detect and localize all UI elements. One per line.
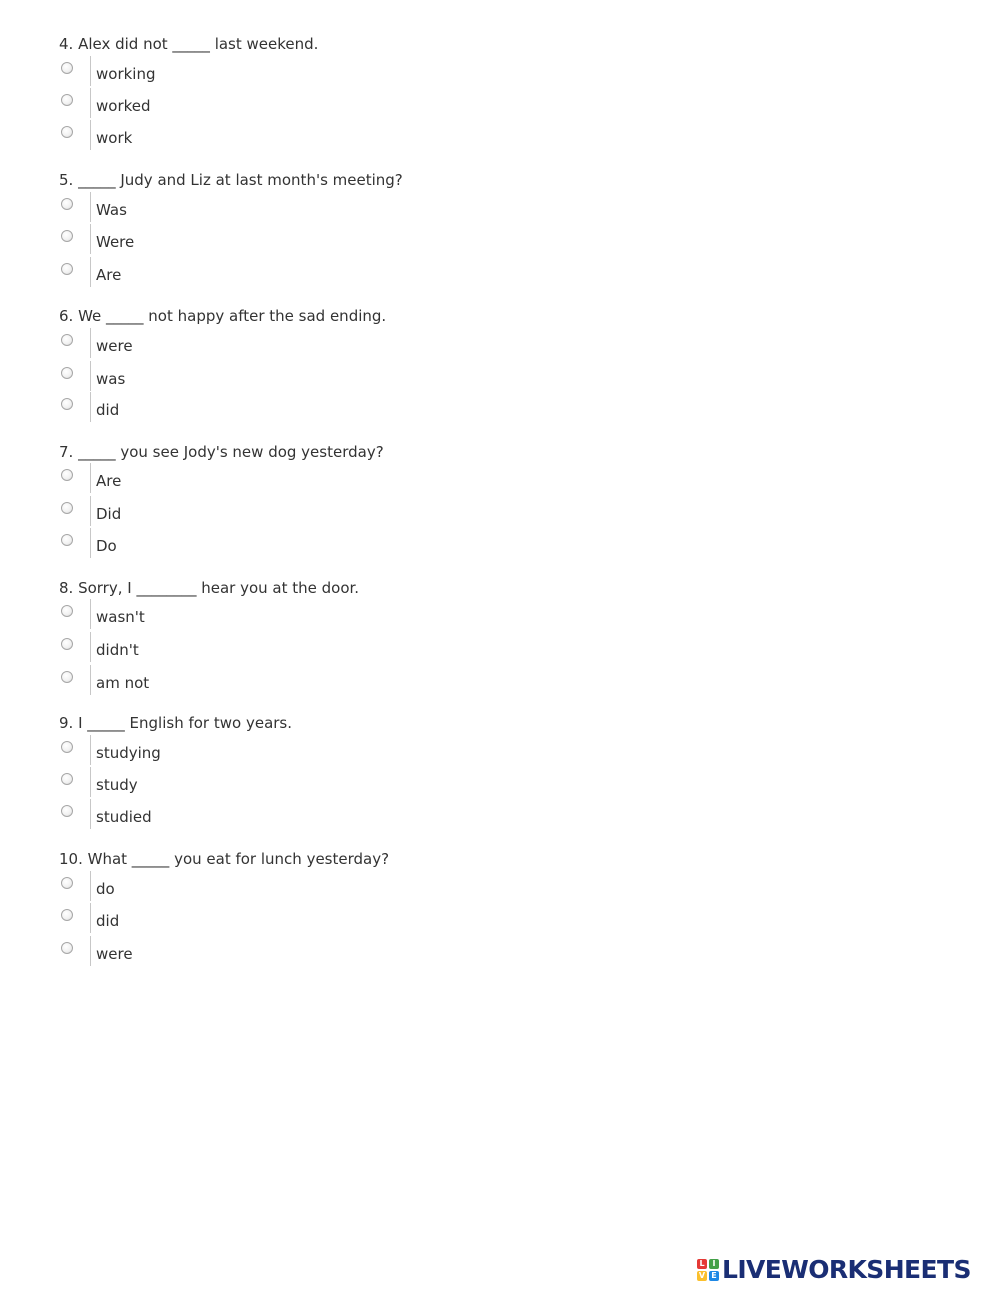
option-divider [90,496,91,526]
option-do[interactable] [59,534,359,564]
option-divider [90,528,91,558]
radio-button[interactable] [61,741,73,753]
option-did[interactable] [59,909,359,939]
option-am-not[interactable] [59,671,359,701]
question-text: 9. I _____ English for two years. [59,714,293,732]
option-divider [90,463,91,493]
option-label: wasn't [96,608,145,626]
option-studying[interactable] [59,741,359,771]
radio-button[interactable] [61,502,73,514]
option-label: worked [96,97,151,115]
option-divider [90,328,91,358]
question-text: 4. Alex did not _____ last weekend. [59,35,319,53]
option-label: studied [96,808,152,826]
option-label: Did [96,505,122,523]
option-divider [90,632,91,662]
radio-button[interactable] [61,62,73,74]
radio-button[interactable] [61,671,73,683]
question-text: 6. We _____ not happy after the sad ending. [59,307,387,325]
option-were[interactable] [59,334,359,364]
radio-button[interactable] [61,805,73,817]
option-label: study [96,776,138,794]
option-label: Are [96,472,122,490]
option-worked[interactable] [59,94,359,124]
logo-letter-e: E [709,1271,719,1281]
option-label: did [96,912,120,930]
option-label: were [96,945,133,963]
option-label: work [96,129,133,147]
option-label: did [96,401,120,419]
option-are[interactable] [59,469,359,499]
radio-button[interactable] [61,469,73,481]
option-was[interactable] [59,367,359,397]
option-divider [90,903,91,933]
option-label: Were [96,233,135,251]
option-divider [90,665,91,695]
radio-button[interactable] [61,909,73,921]
option-label: am not [96,674,150,692]
radio-button[interactable] [61,605,73,617]
option-wasnt[interactable] [59,605,359,635]
option-divider [90,871,91,901]
option-divider [90,936,91,966]
option-did[interactable] [59,502,359,532]
option-studied[interactable] [59,805,359,835]
radio-button[interactable] [61,773,73,785]
option-divider [90,120,91,150]
radio-button[interactable] [61,94,73,106]
option-was[interactable] [59,198,359,228]
option-did[interactable] [59,398,359,428]
logo-letter-v: V [698,1271,706,1280]
logo-wordmark: LIVEWORKSHEETS [722,1255,971,1284]
logo-blocks-icon [697,1259,719,1281]
radio-button[interactable] [61,877,73,889]
option-were[interactable] [59,230,359,260]
question-text: 8. Sorry, I ________ hear you at the door. [59,579,360,597]
option-work[interactable] [59,126,359,156]
radio-button[interactable] [61,263,73,275]
radio-button[interactable] [61,230,73,242]
logo-letter-l: L [697,1259,707,1269]
question-text: 5. _____ Judy and Liz at last month's meeting? [59,171,403,189]
option-do[interactable] [59,877,359,907]
option-divider [90,56,91,86]
option-label: Do [96,537,117,555]
option-were[interactable] [59,942,359,972]
radio-button[interactable] [61,534,73,546]
option-divider [90,599,91,629]
option-label: didn't [96,641,139,659]
option-divider [90,799,91,829]
option-are[interactable] [59,263,359,293]
option-divider [90,767,91,797]
radio-button[interactable] [61,398,73,410]
option-label: studying [96,744,161,762]
option-divider [90,361,91,391]
option-divider [90,88,91,118]
option-label: was [96,370,126,388]
radio-button[interactable] [61,198,73,210]
option-divider [90,257,91,287]
option-label: were [96,337,133,355]
question-text: 7. _____ you see Jody's new dog yesterday? [59,443,384,461]
option-label: working [96,65,156,83]
option-label: Are [96,266,122,284]
option-study[interactable] [59,773,359,803]
radio-button[interactable] [61,126,73,138]
option-working[interactable] [59,62,359,92]
logo-letter-i: I [709,1259,719,1269]
question-text: 10. What _____ you eat for lunch yesterday? [59,850,390,868]
radio-button[interactable] [61,334,73,346]
radio-button[interactable] [61,367,73,379]
liveworksheets-logo [697,1256,971,1284]
option-label: do [96,880,115,898]
radio-button[interactable] [61,942,73,954]
option-divider [90,224,91,254]
option-label: Was [96,201,127,219]
option-divider [90,735,91,765]
option-divider [90,192,91,222]
option-divider [90,392,91,422]
radio-button[interactable] [61,638,73,650]
option-didnt[interactable] [59,638,359,668]
